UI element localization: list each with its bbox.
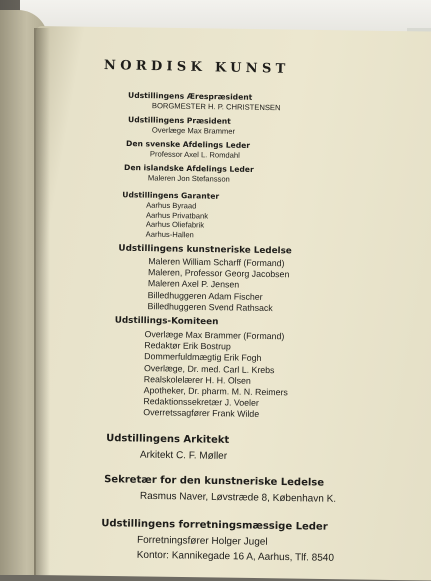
- section-line: Arkitekt C. F. Møller: [139, 449, 228, 462]
- section-line: BORGMESTER H. P. CHRISTENSEN: [151, 101, 281, 113]
- section-line: Billedhuggeren Svend Rathsack: [147, 300, 273, 313]
- section-heading: Udstillingens Arkitekt: [106, 433, 230, 446]
- section-committee: [113, 315, 289, 421]
- section-line: Overlæge, Dr. med. Carl L. Krebs: [143, 362, 275, 375]
- section-line: Aarhus Privatbank: [145, 210, 209, 221]
- section-line: Kontor: Kannikegade 16 A, Aarhus, Tlf. 8540: [136, 549, 335, 564]
- section-line: Rasmus Naver, Løvstræde 8, København K.: [139, 490, 337, 505]
- section-line: Billedhuggeren Adam Fischer: [147, 289, 263, 302]
- section-architect: [106, 431, 230, 464]
- section-line: Maleren Axel P. Jensen: [147, 278, 240, 290]
- section-line: Overlæge Max Brammer (Formand): [144, 329, 285, 342]
- section-line: Dommerfuldmægtig Erik Fogh: [144, 351, 262, 364]
- section-heading: Udstillingens Ærespræsident: [128, 90, 253, 102]
- section-line: Overretssagfører Frank Wilde: [143, 407, 260, 420]
- section-line: Maleren, Professor Georg Jacobsen: [148, 267, 290, 280]
- section-secretary: [104, 472, 337, 507]
- section-heading: Den svenske Afdelings Leder: [126, 139, 251, 150]
- section-honorary-president: [128, 91, 281, 113]
- section-line: Professor Axel L. Romdahl: [149, 149, 240, 160]
- section-line: Aarhus Byraad: [146, 200, 197, 211]
- section-line: Forretningsfører Holger Jugel: [136, 534, 268, 548]
- section-line: Aarhus Oliefabrik: [145, 219, 205, 230]
- section-line: Realskolelærer H. H. Olsen: [143, 373, 251, 386]
- section-line: Redaktør Erik Bostrup: [144, 340, 231, 352]
- section-president: [128, 115, 235, 136]
- section-heading: Udstillings-Komiteen: [114, 315, 219, 328]
- section-business-manager: [101, 516, 335, 566]
- page-title: NORDISK KUNST: [103, 58, 290, 77]
- section-line: Maleren William Scharff (Formand): [148, 256, 285, 269]
- section-line: Maleren Jon Stefansson: [147, 173, 230, 184]
- section-icelandic-leader: [124, 163, 254, 185]
- section-swedish-leader: [126, 139, 250, 161]
- section-heading: Udstillingens forretningsmæssige Leder: [101, 518, 328, 533]
- section-artistic-management: [117, 243, 291, 315]
- section-heading: Udstillingens Garanter: [122, 190, 220, 201]
- section-line: Apotheker, Dr. pharm. M. N. Reimers: [143, 385, 288, 398]
- section-heading: Sekretær for den kunstneriske Ledelse: [104, 474, 325, 489]
- section-heading: Den islandske Afdelings Leder: [124, 162, 254, 175]
- section-guarantors: [122, 190, 220, 240]
- section-heading: Udstillingens Præsident: [128, 115, 231, 126]
- section-line: Aarhus-Hallen: [145, 229, 194, 240]
- section-line: Overlæge Max Brammer: [151, 125, 236, 136]
- section-heading: Udstillingens kunstneriske Ledelse: [118, 243, 292, 257]
- section-line: Redaktionssekretær J. Voeler: [143, 396, 259, 409]
